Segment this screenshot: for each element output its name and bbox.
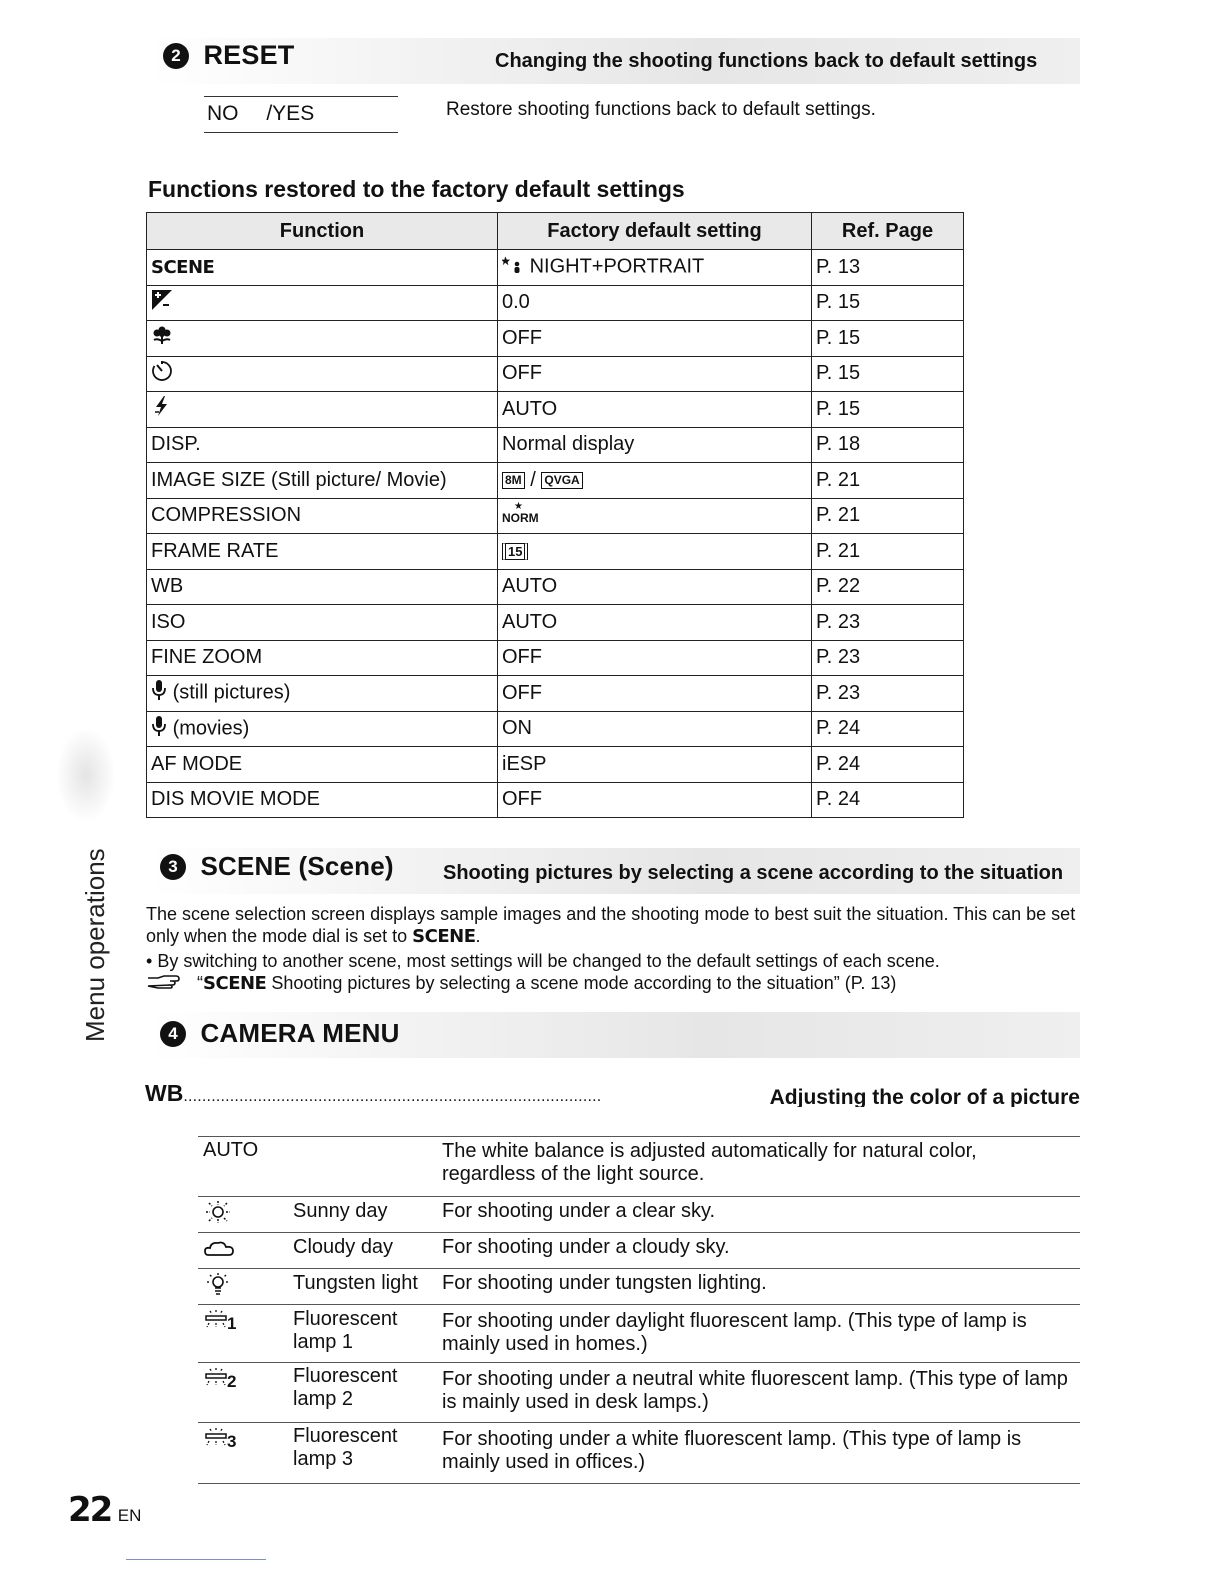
table-row: [147, 640, 964, 676]
movie-size-qvga-icon: QVGA: [541, 472, 582, 489]
page-cell: P. 21: [812, 534, 964, 570]
wb-option-name: Fluorescent lamp 2: [293, 1365, 398, 1410]
function-cell: FRAME RATE: [147, 534, 498, 570]
reset-header: [163, 40, 294, 71]
wb-option-desc: For shooting under a clear sky.: [442, 1200, 716, 1222]
list-item: [198, 1362, 1080, 1423]
default-cell: OFF: [498, 782, 812, 818]
camera-menu-title: CAMERA MENU: [200, 1018, 400, 1048]
reset-title: RESET: [203, 40, 295, 70]
scene-paragraph-end: .: [475, 926, 481, 946]
wb-option-desc: For shooting under daylight fluorescent lamp. (This type of lamp is mainly used in homes.): [442, 1310, 1027, 1355]
wb-option-name: AUTO: [203, 1139, 259, 1161]
scene-reference: [146, 972, 1086, 995]
section-number-badge: 3: [160, 854, 186, 880]
function-cell: COMPRESSION: [147, 498, 498, 534]
list-item: [198, 1268, 1080, 1305]
scene-title: SCENE (Scene): [200, 851, 394, 881]
reset-description: Restore shooting functions back to default settings.: [446, 99, 876, 120]
flash-icon: [151, 395, 173, 423]
page-cell: P. 21: [812, 463, 964, 499]
fluorescent-3-icon: [204, 1427, 238, 1456]
default-cell: Normal display: [498, 427, 812, 463]
microphone-icon: [151, 715, 167, 743]
factory-heading: Functions restored to the factory default settings: [148, 176, 685, 202]
scene-header: [160, 851, 394, 882]
page-cell: P. 24: [812, 782, 964, 818]
wb-option-name: Fluorescent lamp 3: [293, 1425, 398, 1470]
page-cell: P. 15: [812, 356, 964, 392]
default-cell: NIGHT+PORTRAIT: [529, 255, 705, 278]
table-row: [147, 392, 964, 428]
macro-flower-icon: [151, 324, 173, 352]
self-timer-icon: [151, 360, 173, 388]
fluorescent-number: 3: [227, 1432, 237, 1451]
bullet-dot: •: [146, 951, 153, 971]
function-cell: FINE ZOOM: [147, 640, 498, 676]
wb-option-desc: For shooting under tungsten lighting.: [442, 1272, 767, 1294]
scene-bullet: [146, 950, 1086, 972]
table-row: [147, 782, 964, 818]
table-row: [147, 498, 964, 534]
page-cell: P. 18: [812, 427, 964, 463]
function-cell: DISP.: [147, 427, 498, 463]
table-row: [147, 676, 964, 712]
night-portrait-icon: [502, 254, 524, 280]
quote-open: “: [197, 973, 204, 993]
reset-divider-top: [204, 96, 398, 97]
footer-rule: [126, 1559, 266, 1560]
default-cell: ON: [498, 711, 812, 747]
table-row: [147, 463, 964, 499]
bulb-icon: [204, 1272, 232, 1303]
function-cell: (movies): [172, 717, 250, 740]
frame-rate-15-icon: [502, 543, 528, 560]
page-cell: P. 24: [812, 747, 964, 783]
language-code: EN: [117, 1506, 142, 1525]
table-header-row: [147, 213, 964, 250]
table-row: [147, 321, 964, 357]
list-item: [198, 1304, 1080, 1363]
reset-subtitle: Changing the shooting functions back to default settings: [495, 50, 1038, 72]
function-cell: IMAGE SIZE (Still picture/ Movie): [147, 463, 498, 499]
function-cell: (still pictures): [172, 681, 291, 704]
factory-defaults-table: [146, 212, 964, 818]
wb-label: WB: [145, 1080, 184, 1106]
page-cell: P. 15: [812, 392, 964, 428]
fluorescent-2-icon: [204, 1367, 238, 1396]
wb-option-desc: For shooting under a neutral white fluorescent lamp. (This type of lamp is mainly used in desk lamps.): [442, 1368, 1068, 1413]
page-cell: P. 24: [812, 711, 964, 747]
scene-bullet-text: By switching to another scene, most settings will be changed to the default settings of each scene.: [157, 951, 940, 971]
table-row: [147, 427, 964, 463]
default-cell: OFF: [498, 676, 812, 712]
page-cell: P. 15: [812, 321, 964, 357]
wb-option-name: Tungsten light: [293, 1272, 418, 1294]
section-side-label: Menu operations: [80, 848, 110, 1042]
option-no: NO: [207, 102, 239, 125]
default-cell: iESP: [498, 747, 812, 783]
function-cell: SCENE: [151, 256, 215, 278]
default-cell: AUTO: [498, 605, 812, 641]
table-row: [147, 250, 964, 286]
table-row: [147, 711, 964, 747]
function-cell: ISO: [147, 605, 498, 641]
wb-option-name: Fluorescent lamp 1: [293, 1308, 398, 1353]
scene-paragraph-text: The scene selection screen displays sample images and the shooting mode to best suit the situation. This can be set only when the mode dial is set to: [146, 904, 1076, 946]
page-cell: P. 23: [812, 605, 964, 641]
fluorescent-1-icon: [204, 1309, 238, 1338]
wb-heading: [145, 1080, 1080, 1107]
scene-mode-label: SCENE: [412, 926, 476, 947]
header-default: Factory default setting: [498, 213, 812, 250]
function-cell: DIS MOVIE MODE: [147, 782, 498, 818]
wb-option-desc: For shooting under a white fluorescent lamp. (This type of lamp is mainly used in offices.): [442, 1428, 1022, 1473]
table-row: [147, 605, 964, 641]
ref-mode-label: SCENE: [203, 973, 267, 994]
wb-option-name: Sunny day: [293, 1200, 388, 1222]
frame-rate-number: 15: [508, 543, 523, 559]
scene-reference-text: Shooting pictures by selecting a scene mode according to the situation” (P. 13): [271, 973, 897, 993]
header-ref-page: Ref. Page: [812, 213, 964, 250]
exposure-compensation-icon: [151, 289, 173, 317]
scene-paragraph: [146, 903, 1086, 948]
default-cell: /: [530, 468, 536, 491]
table-row: [147, 285, 964, 321]
page-cell: P. 15: [812, 285, 964, 321]
page-cell: P. 21: [812, 498, 964, 534]
function-cell: AF MODE: [147, 747, 498, 783]
default-cell: OFF: [498, 356, 812, 392]
header-function: Function: [147, 213, 498, 250]
list-item: [198, 1196, 1080, 1233]
table-row: [147, 747, 964, 783]
default-cell: OFF: [498, 640, 812, 676]
page-number: 22: [68, 1490, 112, 1530]
reset-options: [207, 102, 314, 126]
default-cell: AUTO: [498, 392, 812, 428]
sun-icon: [204, 1200, 232, 1229]
table-row: [147, 569, 964, 605]
page-footer: [68, 1490, 141, 1530]
default-cell: 0.0: [498, 285, 812, 321]
table-row: [147, 356, 964, 392]
table-row: [147, 534, 964, 570]
list-item: [198, 1232, 1080, 1269]
scene-subtitle: Shooting pictures by selecting a scene according to the situation: [443, 862, 1064, 884]
wb-option-desc: For shooting under a cloudy sky.: [442, 1236, 730, 1258]
camera-menu-header: [160, 1018, 400, 1049]
sidebar-shade: [58, 730, 114, 820]
wb-leader-dots: ..........................................................................................: [183, 1088, 602, 1105]
microphone-icon: [151, 679, 167, 707]
page-cell: P. 23: [812, 676, 964, 712]
compression-normal-icon: ★ NORM: [502, 500, 539, 525]
norm-label: NORM: [502, 510, 539, 525]
default-cell: OFF: [498, 321, 812, 357]
function-cell: WB: [147, 569, 498, 605]
page-cell: P. 22: [812, 569, 964, 605]
default-cell: AUTO: [498, 569, 812, 605]
wb-option-desc: The white balance is adjusted automatically for natural color, regardless of the light source.: [442, 1140, 977, 1185]
page-cell: P. 13: [812, 250, 964, 286]
wb-subtitle: Adjusting the color of a picture: [766, 1086, 1080, 1107]
section-number-badge: 2: [163, 43, 189, 69]
page-cell: P. 23: [812, 640, 964, 676]
cloud-icon: [204, 1239, 236, 1264]
list-item: [198, 1422, 1080, 1484]
image-size-8m-icon: 8M: [502, 472, 525, 489]
list-item: [198, 1136, 1080, 1197]
section-number-badge: 4: [160, 1021, 186, 1047]
reset-divider-bottom: [204, 132, 398, 133]
fluorescent-number: 2: [227, 1372, 237, 1391]
option-yes: /YES: [266, 102, 315, 125]
fluorescent-number: 1: [227, 1314, 237, 1333]
wb-option-name: Cloudy day: [293, 1236, 394, 1258]
reference-hand-icon: [146, 973, 182, 995]
